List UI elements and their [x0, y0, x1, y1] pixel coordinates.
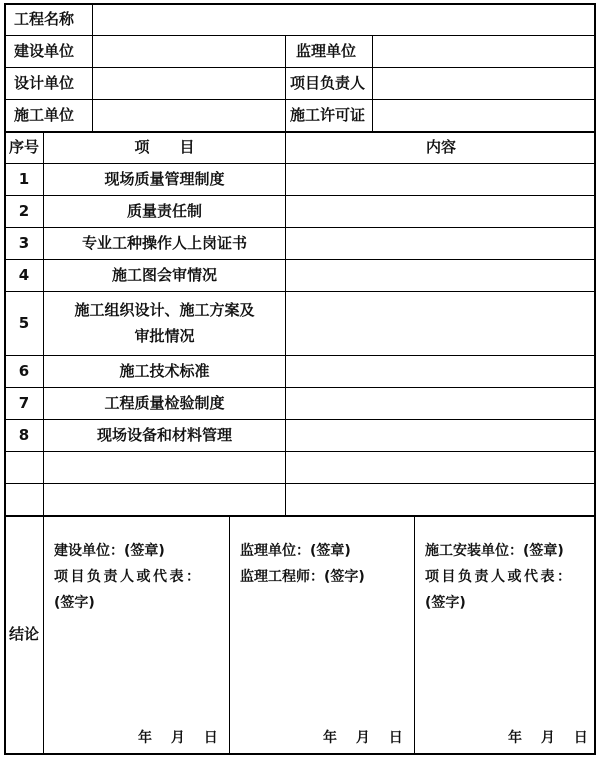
vline [92, 3, 93, 131]
installer-date: 年 月 日 [508, 730, 588, 746]
conclusion-label: 结论 [8, 625, 39, 643]
hline [4, 419, 596, 420]
supervision-date: 年 月 日 [323, 730, 403, 746]
installer-representative-line: 项目负责人或代表： [425, 569, 574, 585]
construction-unit-seal-line: 建设单位：(签章) [54, 543, 165, 559]
row-no: 1 [18, 170, 30, 188]
vline [229, 515, 230, 755]
hline [4, 387, 596, 388]
row-item: 现场质量管理制度 [104, 170, 225, 188]
project-name-label: 工程名称 [14, 10, 75, 28]
hline [4, 227, 596, 228]
row-no: 3 [18, 234, 30, 252]
row-no: 5 [18, 314, 30, 332]
builder-unit-label: 施工单位 [14, 106, 75, 124]
vline [285, 35, 286, 131]
hline [4, 483, 596, 484]
col-header-seq: 序号 [8, 138, 39, 156]
design-unit-label: 设计单位 [14, 74, 75, 92]
hline [4, 131, 596, 133]
construction-date: 年 月 日 [138, 730, 218, 746]
vline [372, 35, 373, 131]
row-no: 8 [18, 426, 30, 444]
hline [4, 163, 596, 164]
hline [4, 515, 596, 517]
vline [414, 515, 415, 755]
row-item: 工程质量检验制度 [104, 394, 225, 412]
supervision-engineer-line: 监理工程师：(签字) [240, 569, 365, 585]
row-no: 4 [18, 266, 30, 284]
row-item-line1: 施工组织设计、施工方案及 [74, 301, 255, 319]
row-no: 7 [18, 394, 30, 412]
supervision-unit-label: 监理单位 [296, 42, 357, 60]
construction-unit-label: 建设单位 [14, 42, 75, 60]
row-no: 6 [18, 362, 30, 380]
installer-unit-seal-line: 施工安装单位：(签章) [425, 543, 564, 559]
supervision-unit-seal-line: 监理单位：(签章) [240, 543, 351, 559]
hline [4, 451, 596, 452]
row-item: 施工图会审情况 [111, 266, 217, 284]
hline [4, 195, 596, 196]
vline [285, 131, 286, 515]
construction-signature-line: (签字) [54, 595, 95, 611]
row-item: 施工技术标准 [119, 362, 210, 380]
row-item: 现场设备和材料管理 [96, 426, 232, 444]
permit-label: 施工许可证 [290, 106, 366, 124]
hline [4, 355, 596, 356]
project-leader-label: 项目负责人 [290, 74, 366, 92]
hline [4, 259, 596, 260]
row-no: 2 [18, 202, 30, 220]
hline [4, 291, 596, 292]
row-item: 专业工种操作人上岗证书 [81, 234, 247, 252]
installer-signature-line: (签字) [425, 595, 466, 611]
construction-representative-line: 项目负责人或代表： [54, 569, 203, 585]
col-header-item: 项 目 [134, 138, 195, 156]
row-item: 质量责任制 [126, 202, 202, 220]
row-item-line2: 审批情况 [134, 327, 195, 345]
col-header-content: 内容 [425, 138, 456, 156]
